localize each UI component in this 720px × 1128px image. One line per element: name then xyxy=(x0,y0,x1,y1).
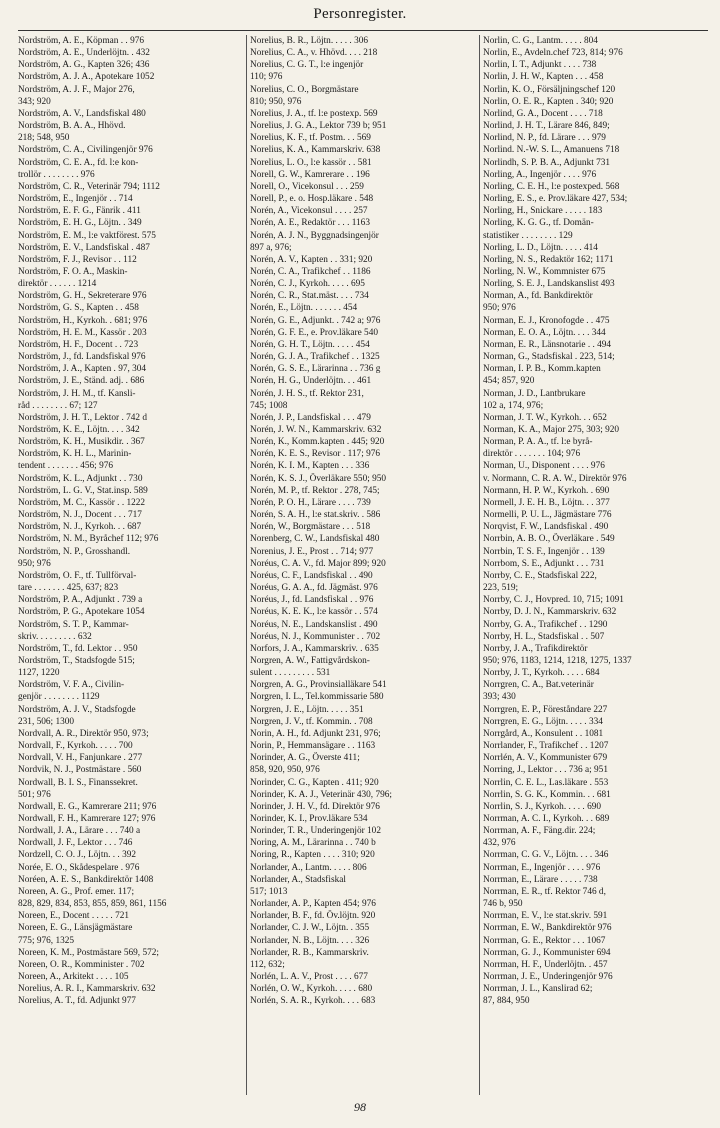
register-entry: Norén, K. S. J., Överläkare 550; 950 xyxy=(250,473,387,484)
register-entry: v. Normann, C. R. A. W., Direktör 976 xyxy=(483,473,627,484)
register-entry: Noréus, C. F., Landsfiskal . . 490 xyxy=(250,570,373,581)
register-entry: Norén, G. H. T., Löjtn. . . . . 454 xyxy=(250,339,370,350)
register-entry: Norlander, N. B., Löjtn. . . . 326 xyxy=(250,935,370,946)
register-entry: Norén, G. F. E., e. Prov.läkare 540 xyxy=(250,327,379,338)
register-entry: Nordström, H., Kyrkoh. . 681; 976 xyxy=(18,315,148,326)
register-entry: Norrbom, S. E., Adjunkt . . . 731 xyxy=(483,558,605,569)
register-entry: Nordström, E. H. G., Löjtn. . 349 xyxy=(18,218,142,229)
register-entry: Nordström, A. G., Kapten 326; 436 xyxy=(18,60,150,71)
register-entry: Norman, E. R., Länsnotarie . . 494 xyxy=(483,339,612,350)
register-entry: Norrlander, F., Trafikchef . . 1207 xyxy=(483,741,609,752)
register-entry: Nordwall, J. A., Lärare . . . 740 a xyxy=(18,826,141,837)
register-entry: Nordström, T., Stadsfogde 515; xyxy=(18,655,135,666)
register-entry: Nordvall, A. R., Direktör 950, 973; xyxy=(18,728,149,739)
register-entry: Norman, I. P. B., Komm.kapten xyxy=(483,364,601,375)
register-entry: Nordström, H. F., Docent . . 723 xyxy=(18,339,139,350)
register-entry: Norén, M. P., tf. Rektor . 278, 745; xyxy=(250,485,380,496)
register-entry: Noreen, K. M., Postmästare 569, 572; xyxy=(18,947,159,958)
register-entry: direktör . . . . . . 1214 xyxy=(18,279,97,290)
register-entry: 810; 950, 976 xyxy=(250,96,302,107)
register-entry: Norring, J., Lektor . . . 736 a; 951 xyxy=(483,765,608,776)
register-entry: Nordström, J. A., Kapten . 97, 304 xyxy=(18,364,147,375)
register-entry: Norén, A. V., Kapten . . 331; 920 xyxy=(250,254,373,265)
column-divider xyxy=(479,35,480,1095)
register-entry: Norman, P. A. A., tf. l:e byrå- xyxy=(483,437,593,448)
register-entry: Norén, C. A., Trafikchef . . 1186 xyxy=(250,266,371,277)
register-entry: Norlin, C. G., Lantm. . . . . 804 xyxy=(483,36,598,46)
register-entry: 746 b, 950 xyxy=(483,899,523,910)
register-entry: Norelius, C. O., Borgmästare xyxy=(250,84,359,95)
register-entry: Norlén, S. A. R., Kyrkoh. . . . 683 xyxy=(250,996,376,1007)
register-entry: Nordström, O. F., tf. Tullförval- xyxy=(18,570,137,581)
register-entry: Norlin, J. H. W., Kapten . . . 458 xyxy=(483,72,604,83)
register-entry: Norelius, L. O., l:e kassör . . 581 xyxy=(250,157,372,168)
register-entry: 112, 632; xyxy=(250,959,285,970)
register-entry: Noréen, A. E. S., Bankdirektör 1408 xyxy=(18,874,154,885)
register-entry: 858, 920, 950, 976 xyxy=(250,765,320,776)
register-entry: Nordström, N. J., Docent . . . 717 xyxy=(18,510,142,521)
register-entry: Norrman, E. V., l:e stat.skriv. 591 xyxy=(483,911,608,922)
register-entry: Norlin, O. E. R., Kapten . 340; 920 xyxy=(483,96,614,107)
register-entry: Norinder, J. H. V., fd. Direktör 976 xyxy=(250,801,380,812)
register-entry: Nordström, F. J., Revisor . . 112 xyxy=(18,254,137,265)
register-entry: Norén, E., Löjtn. . . . . . . 454 xyxy=(250,303,358,314)
register-entry: Norée, E. O., Skådespelare . 976 xyxy=(18,862,140,873)
register-entry: Norrman, J. E., Underingenjör 976 xyxy=(483,972,613,983)
register-entry: Norén, P. O. H., Lärare . . . . 739 xyxy=(250,497,371,508)
register-entry: Nordwall, J. F., Lektor . . . 746 xyxy=(18,838,133,849)
register-entry: Nordström, S. T. P., Kammar- xyxy=(18,619,129,630)
register-entry: Norlind, G. A., Docent . . . . 718 xyxy=(483,108,603,119)
register-entry: 231, 506; 1300 xyxy=(18,716,75,727)
register-column-1 xyxy=(18,35,244,1095)
register-entry: 950; 976 xyxy=(18,558,51,569)
register-entry: Nordström, J. H. T., Lektor . 742 d xyxy=(18,412,148,423)
register-entry: 223, 519; xyxy=(483,583,519,594)
register-entry: Norelius, A. R. I., Kammarskriv. 632 xyxy=(18,984,156,995)
register-entry: Nordzell, C. O. J., Löjtn. . . 392 xyxy=(18,850,137,861)
register-entry: Nordström, N. P., Grosshandl. xyxy=(18,546,131,557)
register-entry: Norén, K., Komm.kapten . 445; 920 xyxy=(250,437,385,448)
register-entry: Nordström, E., Ingenjör . . 714 xyxy=(18,194,133,205)
register-entry: Nordström, F. O. A., Maskin- xyxy=(18,266,128,277)
register-entry: Nordström, M. C., Kassör . . 1222 xyxy=(18,497,146,508)
register-entry: Norrman, C. G. V., Löjtn. . . . 346 xyxy=(483,850,609,861)
register-entry: Nordström, G. H., Sekreterare 976 xyxy=(18,291,147,302)
register-entry: 432, 976 xyxy=(483,838,516,849)
column-divider xyxy=(246,35,247,1095)
register-entry: Norlander, A. P., Kapten 454; 976 xyxy=(250,899,376,910)
register-entry: 110; 976 xyxy=(250,72,283,83)
register-entry: trollör . . . . . . . . 976 xyxy=(18,169,95,180)
register-entry: 745; 1008 xyxy=(250,400,288,411)
register-entry: Nordström, P. A., Adjunkt . 739 a xyxy=(18,595,143,606)
register-entry: Nordström, T., fd. Lektor . . 950 xyxy=(18,643,138,654)
register-entry: tendent . . . . . . . 456; 976 xyxy=(18,461,114,472)
register-entry: Norrby, H. L., Stadsfiskal . . 507 xyxy=(483,631,605,642)
register-entry: Norfors, J. A., Kammarskriv. . 635 xyxy=(250,643,379,654)
register-entry: Nordström, G. S., Kapten . . 458 xyxy=(18,303,139,314)
register-column-3 xyxy=(483,35,709,1095)
register-entry: Norling, S. E. J., Landskanslist 493 xyxy=(483,279,615,290)
register-entry: 87, 884, 950 xyxy=(483,996,530,1007)
register-entry: Normelli, P. U. L., Jägmästare 776 xyxy=(483,510,612,521)
register-entry: Norell, G. W., Kamrerare . . 196 xyxy=(250,169,370,180)
register-entry: Noréus, G. A. A., fd. Jägmäst. 976 xyxy=(250,583,378,594)
register-entry: Norman, E. O. A., Löjtn. . . . 344 xyxy=(483,327,606,338)
register-entry: 897 a, 976; xyxy=(250,242,292,253)
register-entry: Norrman, G. E., Rektor . . . 1067 xyxy=(483,935,606,946)
register-entry: Noréus, C. A. V., fd. Major 899; 920 xyxy=(250,558,386,569)
register-entry: Norling, E. S., e. Prov.läkare 427, 534; xyxy=(483,194,628,205)
register-entry: Norén, H. G., Underlöjtn. . . 461 xyxy=(250,376,372,387)
register-entry: Norling, L. D., Löjtn. . . . . 414 xyxy=(483,242,598,253)
register-entry: Norling, K. G. G., tf. Domän- xyxy=(483,218,594,229)
register-entry: 343; 920 xyxy=(18,96,51,107)
register-entry: 950; 976 xyxy=(483,303,516,314)
register-entry: Norén, W., Borgmästare . . . 518 xyxy=(250,522,371,533)
header-rule xyxy=(18,30,708,31)
register-entry: Normell, J. E. H. B., Löjtn. . . 377 xyxy=(483,497,610,508)
register-entry: Norrgren, C. A., Bat.veterinär xyxy=(483,680,594,691)
register-entry: Norén, K. I. M., Kapten . . . 336 xyxy=(250,461,370,472)
register-entry: Norman, K. A., Major 275, 303; 920 xyxy=(483,425,620,435)
register-entry: Nordström, C. E. A., fd. l:e kon- xyxy=(18,157,139,168)
register-entry: Norgren, J. V., tf. Kommin. . 708 xyxy=(250,716,373,727)
register-entry: Norelius, J. G. A., Lektor 739 b; 951 xyxy=(250,121,387,132)
register-entry: Norrman, E. R., tf. Rektor 746 d, xyxy=(483,886,606,897)
register-entry: Nordström, H. E. M., Kassör . 203 xyxy=(18,327,147,338)
register-entry: Norell, O., Vicekonsul . . . 259 xyxy=(250,181,364,192)
register-entry: Nordvall, V. H., Fanjunkare . 277 xyxy=(18,753,143,764)
register-entry: Norrman, E. W., Bankdirektör 976 xyxy=(483,923,612,934)
page-title: Personregister. xyxy=(313,6,407,22)
register-entry: Norén, S. A. H., l:e stat.skriv. . 586 xyxy=(250,510,381,521)
register-entry: Norling, N. S., Redaktör 162; 1171 xyxy=(483,254,614,265)
register-entry: Norelius, K. A., Kammarskriv. 638 xyxy=(250,145,381,156)
register-entry: Norén, J. P., Landsfiskal . . . 479 xyxy=(250,412,371,423)
register-entry: Nordström, K. H., Musikdir. . 367 xyxy=(18,437,145,448)
register-entry: Norrlin, C. E. L., Las.läkare . 553 xyxy=(483,777,609,788)
register-entry: Norinder, T. R., Underingenjör 102 xyxy=(250,826,381,837)
register-entry: Norén, C. R., Stat.mäst. . . . 734 xyxy=(250,291,369,302)
register-entry: Norrby, J. T., Kyrkoh. . . . . 684 xyxy=(483,668,600,679)
register-entry: Noreen, A. G., Prof. emer. 117; xyxy=(18,886,135,897)
register-entry: Norelius, B. R., Löjtn. . . . . 306 xyxy=(250,36,369,46)
register-entry: Nordström, J. E., Ständ. adj. . 686 xyxy=(18,376,145,387)
register-entry: Norelius, C. A., v. Hhövd. . . . 218 xyxy=(250,48,378,59)
register-entry: Norlind, N. P., fd. Lärare . . . 979 xyxy=(483,133,606,144)
register-entry: Norgren, J. E., Löjtn. . . . . 351 xyxy=(250,704,364,715)
register-entry: Norinder, K. I., Prov.läkare 534 xyxy=(250,814,368,824)
register-entry: 102 a, 174, 976; xyxy=(483,400,544,411)
register-entry: Norelius, A. T., fd. Adjunkt 977 xyxy=(18,996,136,1007)
register-entry: Norell, P., e. o. Hosp.läkare . 548 xyxy=(250,194,374,205)
register-entry: Norinder, A. G., Överste 411; xyxy=(250,753,360,764)
register-entry: Norman, U., Disponent . . . . 976 xyxy=(483,461,605,472)
register-entry: Norlind, J. H. T., Lärare 846, 849; xyxy=(483,121,610,132)
register-entry: Norén, G. J. A., Trafikchef . . 1325 xyxy=(250,352,380,363)
register-entry: Nordström, K. H. L., Marinin- xyxy=(18,449,132,460)
register-entry: Nordwall, B. I. S., Finanssekret. xyxy=(18,777,138,788)
register-entry: Norlander, R. B., Kammarskriv. xyxy=(250,947,369,958)
page-number: 98 xyxy=(354,1100,366,1114)
register-entry: Nordström, K. E., Löjtn. . . . 342 xyxy=(18,425,140,435)
register-column-2 xyxy=(250,35,476,1095)
register-entry: 393; 430 xyxy=(483,692,516,703)
register-entry: Norman, A., fd. Bankdirektör xyxy=(483,291,593,302)
register-entry: Norlander, C. J. W., Löjtn. . 355 xyxy=(250,923,370,934)
register-entry: Nordström, A. V., Landsfiskal 480 xyxy=(18,108,146,119)
register-entry: Norling, N. W., Kommnister 675 xyxy=(483,266,606,277)
register-entry: 1127, 1220 xyxy=(18,668,60,679)
register-entry: Nordström, C. R., Veterinär 794; 1112 xyxy=(18,181,160,192)
register-entry: 775; 976, 1325 xyxy=(18,935,75,946)
register-entry: Norelius, J. A., tf. l:e postexp. 569 xyxy=(250,108,378,119)
register-entry: tare . . . . . . . 425, 637; 823 xyxy=(18,583,119,594)
register-entry: Nordström, V. F. A., Civilin- xyxy=(18,680,125,691)
register-entry: Nordström, E. M., l:e vaktförest. 575 xyxy=(18,230,156,241)
register-entry: Norman, J. T. W., Kyrkoh. . . 652 xyxy=(483,412,607,423)
register-entry: Norlén, O. W., Kyrkoh. . . . . 680 xyxy=(250,984,373,995)
register-entry: 501; 976 xyxy=(18,789,51,800)
register-entry: Norrman, E., Ingenjör . . . . 976 xyxy=(483,862,601,873)
register-entry: Norinder, C. G., Kapten . 411; 920 xyxy=(250,777,379,788)
register-entry: Nordwall, E. G., Kamrerare 211; 976 xyxy=(18,801,157,812)
register-entry: Nordström, A. E., Underlöjtn. . 432 xyxy=(18,48,150,59)
register-entry: 828, 829, 834, 853, 855, 859, 861, 1156 xyxy=(18,899,167,910)
register-entry: Norling, A., Ingenjör . . . . 976 xyxy=(483,169,597,180)
register-entry: Norrgren, E. P., Föreståndare 227 xyxy=(483,704,608,715)
register-entry: Norin, A. H., fd. Adjunkt 231, 976; xyxy=(250,728,381,739)
register-entry: Norén, J. H. S., tf. Rektor 231, xyxy=(250,388,364,399)
register-entry: Nordström, E. F. G., Fänrik . 411 xyxy=(18,206,141,217)
register-entry: Norrlin, S. G. K., Kommin. . . 681 xyxy=(483,789,611,800)
register-entry: Norgren, A. G., Provinsialläkare 541 xyxy=(250,680,387,691)
register-entry: Norén, C. J., Kyrkoh. . . . . 695 xyxy=(250,279,365,290)
register-entry: Norrby, C. E., Stadsfiskal 222, xyxy=(483,570,597,581)
register-entry: sulent . . . . . . . . . 531 xyxy=(250,668,331,679)
register-entry: Norén, J. W. N., Kammarskriv. 632 xyxy=(250,425,382,435)
register-entry: Norlind. N.-W. S. L., Amanuens 718 xyxy=(483,145,620,156)
register-entry: Nordström, K. L., Adjunkt . . 730 xyxy=(18,473,143,484)
register-entry: Norrman, G. J., Kommunister 694 xyxy=(483,947,611,958)
register-entry: Nordvik, N. J., Postmästare . 560 xyxy=(18,765,142,776)
register-entry: Norling, H., Snickare . . . . . 183 xyxy=(483,206,603,217)
register-entry: Norman, G., Stadsfiskal . 223, 514; xyxy=(483,352,615,363)
register-entry: Norrby, C. J., Hovpred. 10, 715; 1091 xyxy=(483,595,624,606)
register-entry: 454; 857, 920 xyxy=(483,376,535,387)
register-entry: Norrby, J. A., Trafikdirektör xyxy=(483,643,588,654)
register-entry: Norgren, I. L., Tel.kommissarie 580 xyxy=(250,692,384,703)
register-entry: Norlander, A., Lantm. . . . . 806 xyxy=(250,862,367,873)
register-entry: Nordström, A. J. A., Apotekare 1052 xyxy=(18,72,155,83)
register-entry: Noréus, J., fd. Landsfiskal . . 976 xyxy=(250,595,374,606)
register-entry: Norlander, A., Stadsfiskal xyxy=(250,874,346,885)
register-entry: Nordström, A. E., Köpman . . 976 xyxy=(18,36,145,46)
register-entry: Norinder, K. A. J., Veterinär 430, 796; xyxy=(250,789,392,800)
register-entry: Norelius, C. G. T., l:e ingenjör xyxy=(250,60,364,71)
register-entry: Norén, A., Vicekonsul . . . . 257 xyxy=(250,206,368,217)
register-entry: Nordström, A. J. F., Major 276, xyxy=(18,84,135,95)
register-entry: Norqvist, F. W., Landsfiskal . 490 xyxy=(483,522,609,533)
register-entry: Noreen, E., Docent . . . . . 721 xyxy=(18,911,130,922)
register-entry: Norenberg, C. W., Landsfiskal 480 xyxy=(250,534,380,545)
register-entry: Noréus, N. J., Kommunister . . 702 xyxy=(250,631,381,642)
register-entry: Nordström, L. G. V., Stat.insp. 589 xyxy=(18,485,148,496)
register-entry: Norrgren, E. G., Löjtn. . . . . 334 xyxy=(483,716,603,727)
register-entry: Nordström, J., fd. Landsfiskal 976 xyxy=(18,352,146,363)
register-entry: 218; 548, 950 xyxy=(18,133,70,144)
register-entry: Norrby, G. A., Trafikchef . . 1290 xyxy=(483,619,608,630)
register-entry: Nordström, N. J., Kyrkoh. . . 687 xyxy=(18,522,142,533)
register-entry: Nordström, E. V., Landsfiskal . 487 xyxy=(18,242,150,253)
register-entry: Norenius, J. E., Prost . . 714; 977 xyxy=(250,546,374,557)
register-entry: Norlin, K. O., Försäljningschef 120 xyxy=(483,84,616,95)
register-entry: Norrlén, A. V., Kommunister 679 xyxy=(483,753,608,764)
register-entry: Norrman, H. F., Underlöjtn. . 457 xyxy=(483,959,608,970)
register-entry: Noréus, N. E., Landskanslist . 490 xyxy=(250,619,378,630)
register-entry: statistiker . . . . . . . . 129 xyxy=(483,230,573,241)
register-entry: Norén, A. J. N., Byggnadsingenjör xyxy=(250,230,379,241)
register-entry: Norrby, D. J. N., Kammarskriv. 632 xyxy=(483,607,617,618)
register-entry: Normann, H. P. W., Kyrkoh. . 690 xyxy=(483,485,610,496)
register-entry: Noreen, O. R., Komminister . 702 xyxy=(18,959,145,970)
register-entry: råd . . . . . . . . 67; 127 xyxy=(18,400,98,411)
register-entry: Norlén, L. A. V., Prost . . . . 677 xyxy=(250,972,368,983)
register-entry: Norrbin, A. B. O., Överläkare . 549 xyxy=(483,534,615,545)
register-entry: direktör . . . . . . . 104; 976 xyxy=(483,449,581,460)
register-entry: Noreen, E. G., Länsjägmästare xyxy=(18,923,133,934)
register-entry: Nordström, P. G., Apotekare 1054 xyxy=(18,607,145,618)
register-entry: Norgren, A. W., Fattigvårdskon- xyxy=(250,655,370,666)
register-entry: Norén, G. S. E., Lärarinna . . 736 g xyxy=(250,364,381,375)
register-entry: Norén, K. E. S., Revisor . 117; 976 xyxy=(250,449,381,460)
register-entry: Norlin, I. T., Adjunkt . . . . 738 xyxy=(483,60,597,71)
register-entry: Norling, C. E. H., l:e postexped. 568 xyxy=(483,181,620,192)
register-entry: Nordström, C. A., Civilingenjör 976 xyxy=(18,145,153,156)
register-entry: Nordström, N. M., Byråchef 112; 976 xyxy=(18,534,159,545)
register-entry: Nordström, B. A. A., Hhövd. xyxy=(18,121,126,132)
register-entry: genjör . . . . . . . . 1129 xyxy=(18,692,100,703)
register-entry: Norrman, E., Lärare . . . . . 738 xyxy=(483,874,598,885)
register-entry: Norlander, B. F., fd. Öv.löjtn. 920 xyxy=(250,911,376,922)
register-entry: Norelius, K. F., tf. Postm. . . 569 xyxy=(250,133,371,144)
register-entry: 950; 976, 1183, 1214, 1218, 1275, 1337 xyxy=(483,655,632,666)
register-entry: Norrgård, A., Konsulent . . 1081 xyxy=(483,728,604,739)
register-entry: Norrbin, T. S. F., Ingenjör . . 139 xyxy=(483,546,605,557)
register-entry: Noréus, K. E. K., l:e kassör . . 574 xyxy=(250,607,378,618)
register-entry: Noring, A. M., Lärarinna . . 740 b xyxy=(250,838,376,849)
register-entry: Norman, J. D., Lantbrukare xyxy=(483,388,586,399)
register-entry: skriv. . . . . . . . . 632 xyxy=(18,631,92,642)
register-entry: Norman, E. J., Kronofogde . . 475 xyxy=(483,315,610,326)
register-entry: Norrman, A. F., Fäng.dir. 224; xyxy=(483,826,596,837)
register-entry: Noring, R., Kapten . . . . 310; 920 xyxy=(250,850,375,861)
register-entry: Norén, A. E., Redaktör . . . 1163 xyxy=(250,218,370,229)
register-entry: Norlin, E., Avdeln.chef 723, 814; 976 xyxy=(483,48,623,59)
register-entry: Norrman, J. L., Kanslirad 62; xyxy=(483,984,593,995)
register-entry: Norin, P., Hemmansägare . . 1163 xyxy=(250,741,376,752)
register-entry: Norrman, A. C. I., Kyrkoh. . . 689 xyxy=(483,814,610,824)
register-entry: 517; 1013 xyxy=(250,886,288,897)
register-entry: Norén, G. E., Adjunkt. . 742 a; 976 xyxy=(250,315,381,326)
register-entry: Nordström, A. J. V., Stadsfogde xyxy=(18,704,136,715)
register-entry: Noreen, A., Arkitekt . . . . 105 xyxy=(18,972,129,983)
register-entry: Nordvall, F., Kyrkoh. . . . . 700 xyxy=(18,741,133,752)
register-entry: Norlindh, S. P. B. A., Adjunkt 731 xyxy=(483,157,611,168)
register-entry: Norrlin, S. J., Kyrkoh. . . . . 690 xyxy=(483,801,602,812)
register-entry: Nordwall, F. H., Kamrerare 127; 976 xyxy=(18,814,156,824)
register-entry: Nordström, J. H. M., tf. Kansli- xyxy=(18,388,136,399)
